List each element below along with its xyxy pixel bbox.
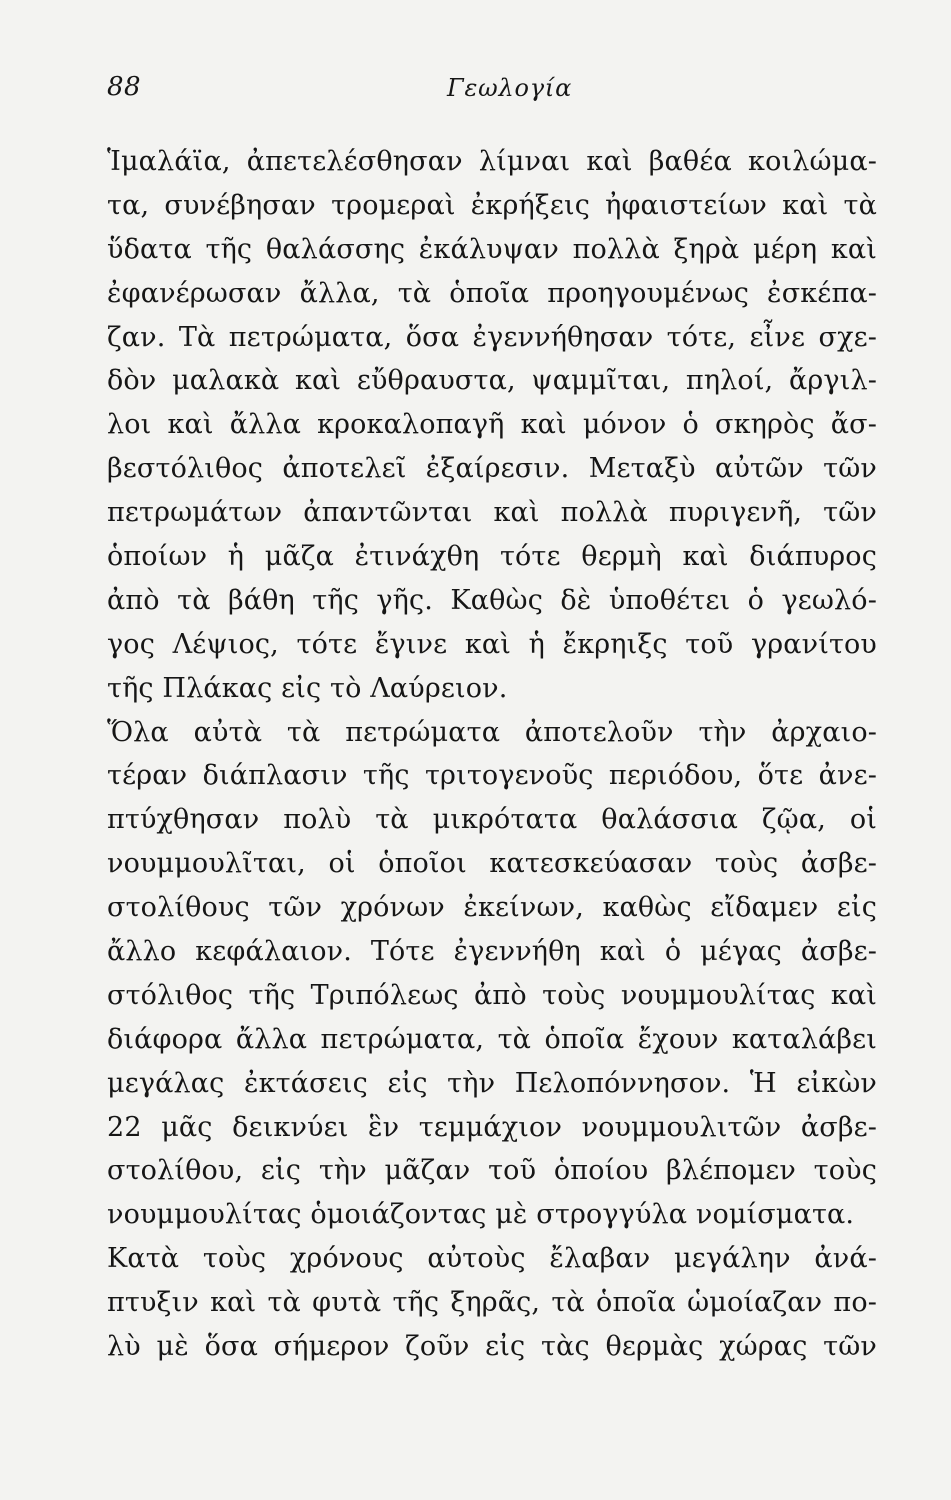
paragraph-2 [107,711,877,1238]
text-line: στόλιθος τῆς Τριπόλεως ἀπὸ τοὺς νουμμουλίτας καὶ [107,979,877,1011]
text-line: δὸν μαλακὰ καὶ εὔθραυστα, ψαμμῖται, πηλοί, ἄργιλ- [107,365,877,397]
page-header [107,72,877,112]
text-line: Ἱμαλάϊα, ἀπετελέσθησαν λίμναι καὶ βαθέα κοιλώμα- [107,146,877,177]
text-line: γος Λέψιος, τότε ἔγινε καὶ ἡ ἔκρηιξς τοῦ γρανίτου [107,628,877,660]
text-line: Ὅλα αὐτὰ τὰ πετρώματα ἀποτελοῦν τὴν ἀρχαιο- [107,716,877,748]
running-title: Γεωλογία [447,74,573,102]
text-line: λοι καὶ ἄλλα κροκαλοπαγῆ καὶ μόνον ὁ σκηρὸς ἄσ- [107,409,877,441]
text-line: τα, συνέβησαν τρομεραὶ ἐκρήξεις ἠφαιστείων καὶ τὰ [107,189,877,221]
paragraph-3 [107,1237,877,1369]
text-line: ζαν. Τὰ πετρώματα, ὅσα ἐγεννήθησαν τότε, εἶνε σχε- [107,321,877,353]
text-line: διάφορα ἄλλα πετρώματα, τὰ ὁποῖα ἔχουν καταλάβει [107,1023,877,1055]
text-line: ἐφανέρωσαν ἄλλα, τὰ ὁποῖα προηγουμένως ἐσκέπα- [107,277,877,309]
text-line: μεγάλας ἐκτάσεις εἰς τὴν Πελοπόννησον. Ἡ εἰκὼν [107,1067,877,1099]
text-line: στολίθου, εἰς τὴν μᾶζαν τοῦ ὁποίου βλέπομεν τοὺς [107,1155,877,1187]
text-line: πτύχθησαν πολὺ τὰ μικρότατα θαλάσσια ζῷα, οἱ [107,804,877,836]
text-line: νουμμουλῖται, οἱ ὁποῖοι κατεσκεύασαν τοὺς ἀσβε- [107,848,877,880]
text-line: στολίθους τῶν χρόνων ἐκείνων, καθὼς εἴδαμεν εἰς [107,892,877,924]
text-line: τῆς Πλάκας εἰς τὸ Λαύρειον. [107,672,508,704]
text-line: 22 μᾶς δεικνύει ἓν τεμμάχιον νουμμουλιτῶν ἀσβε- [107,1111,877,1143]
paragraph-1 [107,140,877,711]
text-line: τέραν διάπλασιν τῆς τριτογενοῦς περιόδου, ὅτε ἀνε- [107,760,877,792]
text-line: ἄλλο κεφάλαιον. Τότε ἐγεννήθη καὶ ὁ μέγας ἀσβε- [107,936,877,968]
text-line: νουμμουλίτας ὁμοιάζοντας μὲ στρογγύλα νομίσματα. [107,1199,855,1231]
text-line: ὕδατα τῆς θαλάσσης ἐκάλυψαν πολλὰ ξηρὰ μέρη καὶ [107,233,877,265]
text-line: ἀπὸ τὰ βάθη τῆς γῆς. Καθὼς δὲ ὑποθέτει ὁ γεωλό- [107,584,877,616]
text-line: λὺ μὲ ὅσα σήμερον ζοῦν εἰς τὰς θερμὰς χώρας τῶν [107,1331,877,1363]
text-line: πτυξιν καὶ τὰ φυτὰ τῆς ξηρᾶς, τὰ ὁποῖα ὡμοίαζαν πο- [107,1287,877,1319]
text-line: βεστόλιθος ἀποτελεῖ ἐξαίρεσιν. Μεταξὺ αὐτῶν τῶν [107,453,877,485]
page-number: 88 [107,72,142,102]
body-text [107,140,877,1369]
text-line: πετρωμάτων ἀπαντῶνται καὶ πολλὰ πυριγενῆ, τῶν [107,497,877,529]
text-line: Κατὰ τοὺς χρόνους αὐτοὺς ἔλαβαν μεγάλην ἀνά- [107,1243,877,1275]
text-line: ὁποίων ἡ μᾶζα ἐτινάχθη τότε θερμὴ καὶ διάπυρος [107,541,877,573]
